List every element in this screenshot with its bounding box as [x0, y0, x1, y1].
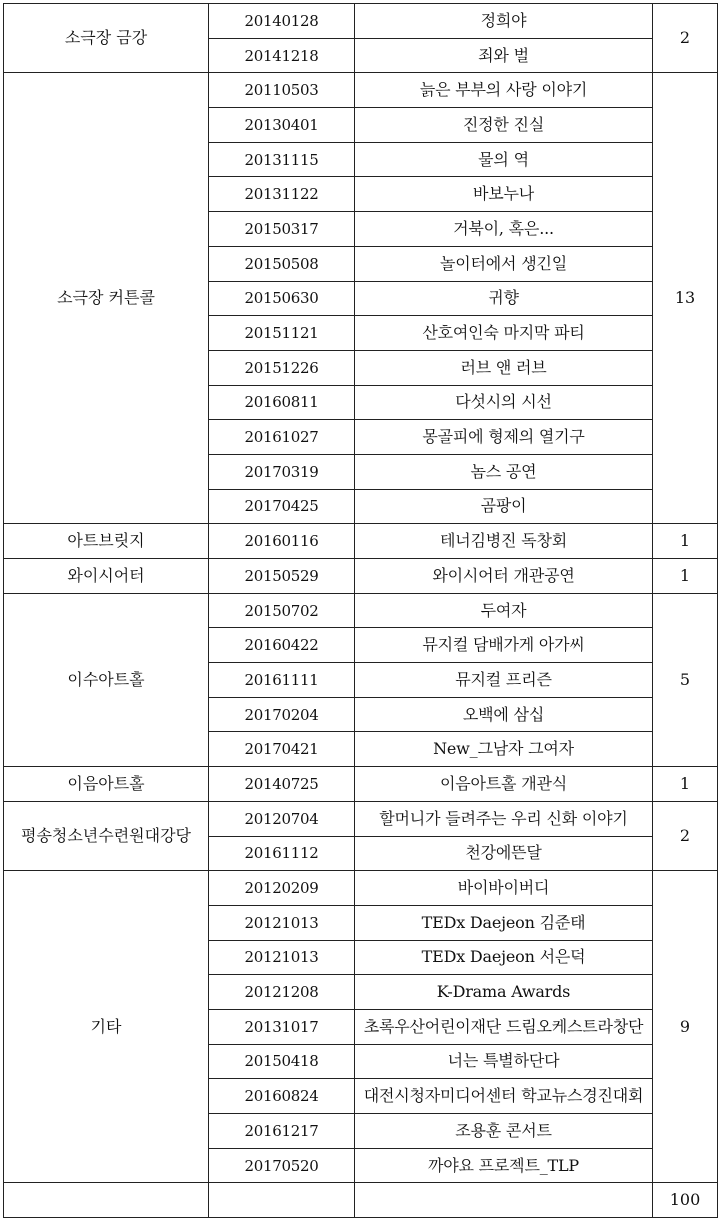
title-cell: 놀이터에서 생긴일: [355, 246, 653, 281]
title-cell: 진정한 진실: [355, 108, 653, 143]
venue-cell: 와이시어터: [4, 559, 209, 594]
table-row: [4, 4, 718, 39]
count-cell: 5: [653, 593, 718, 766]
title-cell: K-Drama Awards: [355, 975, 653, 1010]
title-cell: 와이시어터 개관공연: [355, 559, 653, 594]
date-cell: 20131115: [209, 142, 355, 177]
table-row: [4, 801, 718, 836]
performance-list-document: [3, 3, 717, 1217]
date-cell: 20121013: [209, 905, 355, 940]
date-cell: 20150418: [209, 1044, 355, 1079]
table-row: [4, 593, 718, 628]
title-cell: New_그남자 그여자: [355, 732, 653, 767]
table-row: [4, 871, 718, 906]
date-cell: 20160824: [209, 1079, 355, 1114]
title-cell: 죄와 벌: [355, 38, 653, 73]
title-cell: 몽골피에 형제의 열기구: [355, 420, 653, 455]
venue-cell: 이음아트홀: [4, 767, 209, 802]
performance-table-body: [4, 4, 718, 1218]
title-cell: TEDx Daejeon 서은덕: [355, 940, 653, 975]
count-cell: 9: [653, 871, 718, 1183]
date-cell: 20150529: [209, 559, 355, 594]
venue-cell: 기타: [4, 871, 209, 1183]
title-cell: 이음아트홀 개관식: [355, 767, 653, 802]
venue-cell: 아트브릿지: [4, 524, 209, 559]
title-cell: TEDx Daejeon 김준태: [355, 905, 653, 940]
date-cell: 20150702: [209, 593, 355, 628]
date-cell: 20150317: [209, 212, 355, 247]
title-cell: 정희야: [355, 4, 653, 39]
title-cell: 두여자: [355, 593, 653, 628]
date-cell: 20161027: [209, 420, 355, 455]
title-cell: 곰팡이: [355, 489, 653, 524]
count-cell: 2: [653, 801, 718, 870]
date-cell: 20121208: [209, 975, 355, 1010]
table-row: [4, 73, 718, 108]
date-cell: 20130401: [209, 108, 355, 143]
date-cell: 20121013: [209, 940, 355, 975]
date-cell: 20151226: [209, 350, 355, 385]
count-cell: 13: [653, 73, 718, 524]
count-cell: 1: [653, 524, 718, 559]
total-venue-cell: [4, 1183, 209, 1218]
title-cell: 산호여인숙 마지막 파티: [355, 316, 653, 351]
title-cell: 러브 앤 러브: [355, 350, 653, 385]
date-cell: 20160422: [209, 628, 355, 663]
title-cell: 오백에 삼십: [355, 697, 653, 732]
total-title-cell: [355, 1183, 653, 1218]
date-cell: 20170520: [209, 1148, 355, 1183]
venue-cell: 소극장 커튼콜: [4, 73, 209, 524]
title-cell: 너는 특별하단다: [355, 1044, 653, 1079]
total-date-cell: [209, 1183, 355, 1218]
table-row: [4, 524, 718, 559]
title-cell: 물의 역: [355, 142, 653, 177]
date-cell: 20140128: [209, 4, 355, 39]
title-cell: 까야요 프로젝트_TLP: [355, 1148, 653, 1183]
date-cell: 20161112: [209, 836, 355, 871]
venue-cell: 이수아트홀: [4, 593, 209, 766]
date-cell: 20170421: [209, 732, 355, 767]
venue-cell: 소극장 금강: [4, 4, 209, 73]
count-cell: 2: [653, 4, 718, 73]
title-cell: 귀향: [355, 281, 653, 316]
title-cell: 테너김병진 독창회: [355, 524, 653, 559]
title-cell: 거북이, 혹은...: [355, 212, 653, 247]
date-cell: 20120704: [209, 801, 355, 836]
title-cell: 늙은 부부의 사랑 이야기: [355, 73, 653, 108]
date-cell: 20150508: [209, 246, 355, 281]
date-cell: 20170425: [209, 489, 355, 524]
venue-cell: 평송청소년수련원대강당: [4, 801, 209, 870]
date-cell: 20151121: [209, 316, 355, 351]
total-count-cell: 100: [653, 1183, 718, 1218]
table-row: [4, 767, 718, 802]
date-cell: 20160116: [209, 524, 355, 559]
date-cell: 20161217: [209, 1114, 355, 1149]
title-cell: 뮤지컬 담배가게 아가씨: [355, 628, 653, 663]
title-cell: 대전시청자미디어센터 학교뉴스경진대회: [355, 1079, 653, 1114]
title-cell: 다섯시의 시선: [355, 385, 653, 420]
date-cell: 20170204: [209, 697, 355, 732]
title-cell: 놈스 공연: [355, 454, 653, 489]
date-cell: 20161111: [209, 663, 355, 698]
date-cell: 20131017: [209, 1009, 355, 1044]
date-cell: 20140725: [209, 767, 355, 802]
date-cell: 20120209: [209, 871, 355, 906]
title-cell: 조용훈 콘서트: [355, 1114, 653, 1149]
title-cell: 초록우산어린이재단 드림오케스트라창단: [355, 1009, 653, 1044]
count-cell: 1: [653, 559, 718, 594]
title-cell: 바보누나: [355, 177, 653, 212]
title-cell: 바이바이버디: [355, 871, 653, 906]
total-row: [4, 1183, 718, 1218]
title-cell: 할머니가 들려주는 우리 신화 이야기: [355, 801, 653, 836]
date-cell: 20150630: [209, 281, 355, 316]
performance-table: [3, 3, 718, 1218]
date-cell: 20131122: [209, 177, 355, 212]
title-cell: 천강에뜬달: [355, 836, 653, 871]
date-cell: 20141218: [209, 38, 355, 73]
count-cell: 1: [653, 767, 718, 802]
table-row: [4, 559, 718, 594]
date-cell: 20170319: [209, 454, 355, 489]
date-cell: 20110503: [209, 73, 355, 108]
title-cell: 뮤지컬 프리즌: [355, 663, 653, 698]
date-cell: 20160811: [209, 385, 355, 420]
